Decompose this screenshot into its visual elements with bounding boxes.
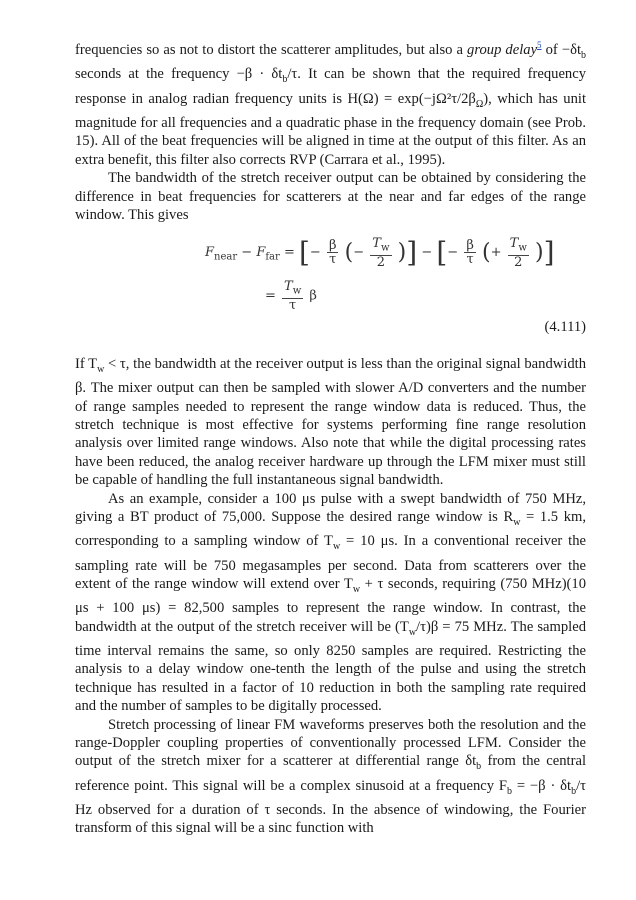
document-page — [75, 41, 586, 838]
equation-4-111 — [75, 230, 586, 318]
paragraph-4: As an example, consider a 100 μs pulse with a swept bandwidth of 750 MHz, giving a BT product of 75,000. Suppose the desired range window is $R_w = 1.5$ km, corresponding to a sampling window of $T_w = 10$ μs. In a conventional receiver the sampling rate will be 750 megasamples per second. Data from scatterers over the extent of the range window will extend over $T_w + \tau$ seconds, requiring (750 MHz)(10 μs + 100 μs) = 82,500 samples to represent the range window. In contrast, the bandwidth at the output of the stretch receiver will be $(T_w/\tau)\beta = 75$ MHz. The sampled time interval remains the same, so only 8250 samples are required. Restricting the analysis to a delay window one-tenth the length of the pulse and using the stretch technique has resulted in a factor of 10 reduction in both the sampling rate required and the number of samples to be digitally processed. — [75, 490, 587, 715]
paragraph-5: Stretch processing of linear FM waveforms preserves both the resolution and the range-Doppler coupling properties of conventionally processed LFM. Consider the output of the stretch mixer for a scatterer at differential range $\delta t_b$ from the central reference point. This signal will be a complex sinusoid at a frequency $F_b = -\beta \cdot \delta t_b/\tau$ Hz observed for a duration of τ seconds. In the absence of windowing, the Fourier transform of this signal will be a sinc function with — [75, 716, 587, 837]
group-delay-term: group delay — [467, 42, 538, 58]
equation-number: (4.111) — [544, 319, 586, 336]
footnote-link[interactable]: 5 — [537, 40, 542, 51]
equation-line-1: $F_{near} - F_{far}$ = [− $\frac{\beta}{\tau}$ (− $\frac{T_w}{2}$ )] − [− $\frac{\beta}{\tau}$ (+ $\frac{T_w}{2}$ )] — [205, 236, 555, 270]
equation-line-2: = $\frac{T_w}{\tau}$ β — [265, 279, 317, 313]
paragraph-2: The bandwidth of the stretch receiver output can be obtained by considering the difference in beat frequencies for scatterers at the near and far edges of the range window. This gives — [75, 170, 586, 223]
paragraph-1: frequencies so as not to distort the scatterer amplitudes, but also a group delay$^5$ of $-\delta t_b$ seconds at the frequency $-\beta \cdot \delta t_b/\tau$. It can be shown that the required frequency response in analog radian frequency units is $H(\Omega) = \exp(-j\Omega^2\tau/2\beta_\Omega)$, which has unit magnitude for all frequencies and a quadratic phase in the frequency domain (see Prob. 15). All of the beat frequencies will be aligned in time at the output of this filter. As an extra benefit, this filter also corrects RVP (Carrara et al., 1995). — [75, 40, 587, 168]
paragraph-3: If $T_w < \tau$, the bandwidth at the receiver output is less than the original signal bandwidth β. The mixer output can then be sampled with slower A/D converters and the number of range samples needed to represent the range window data is reduced. Thus, the stretch technique is most effective for systems performing fine range resolution analysis over limited range windows. Also note that while the digital processing rates have been reduced, the analog receiver hardware up through the LFM mixer must still be capable of handling the full instantaneous signal bandwidth. — [75, 355, 586, 489]
